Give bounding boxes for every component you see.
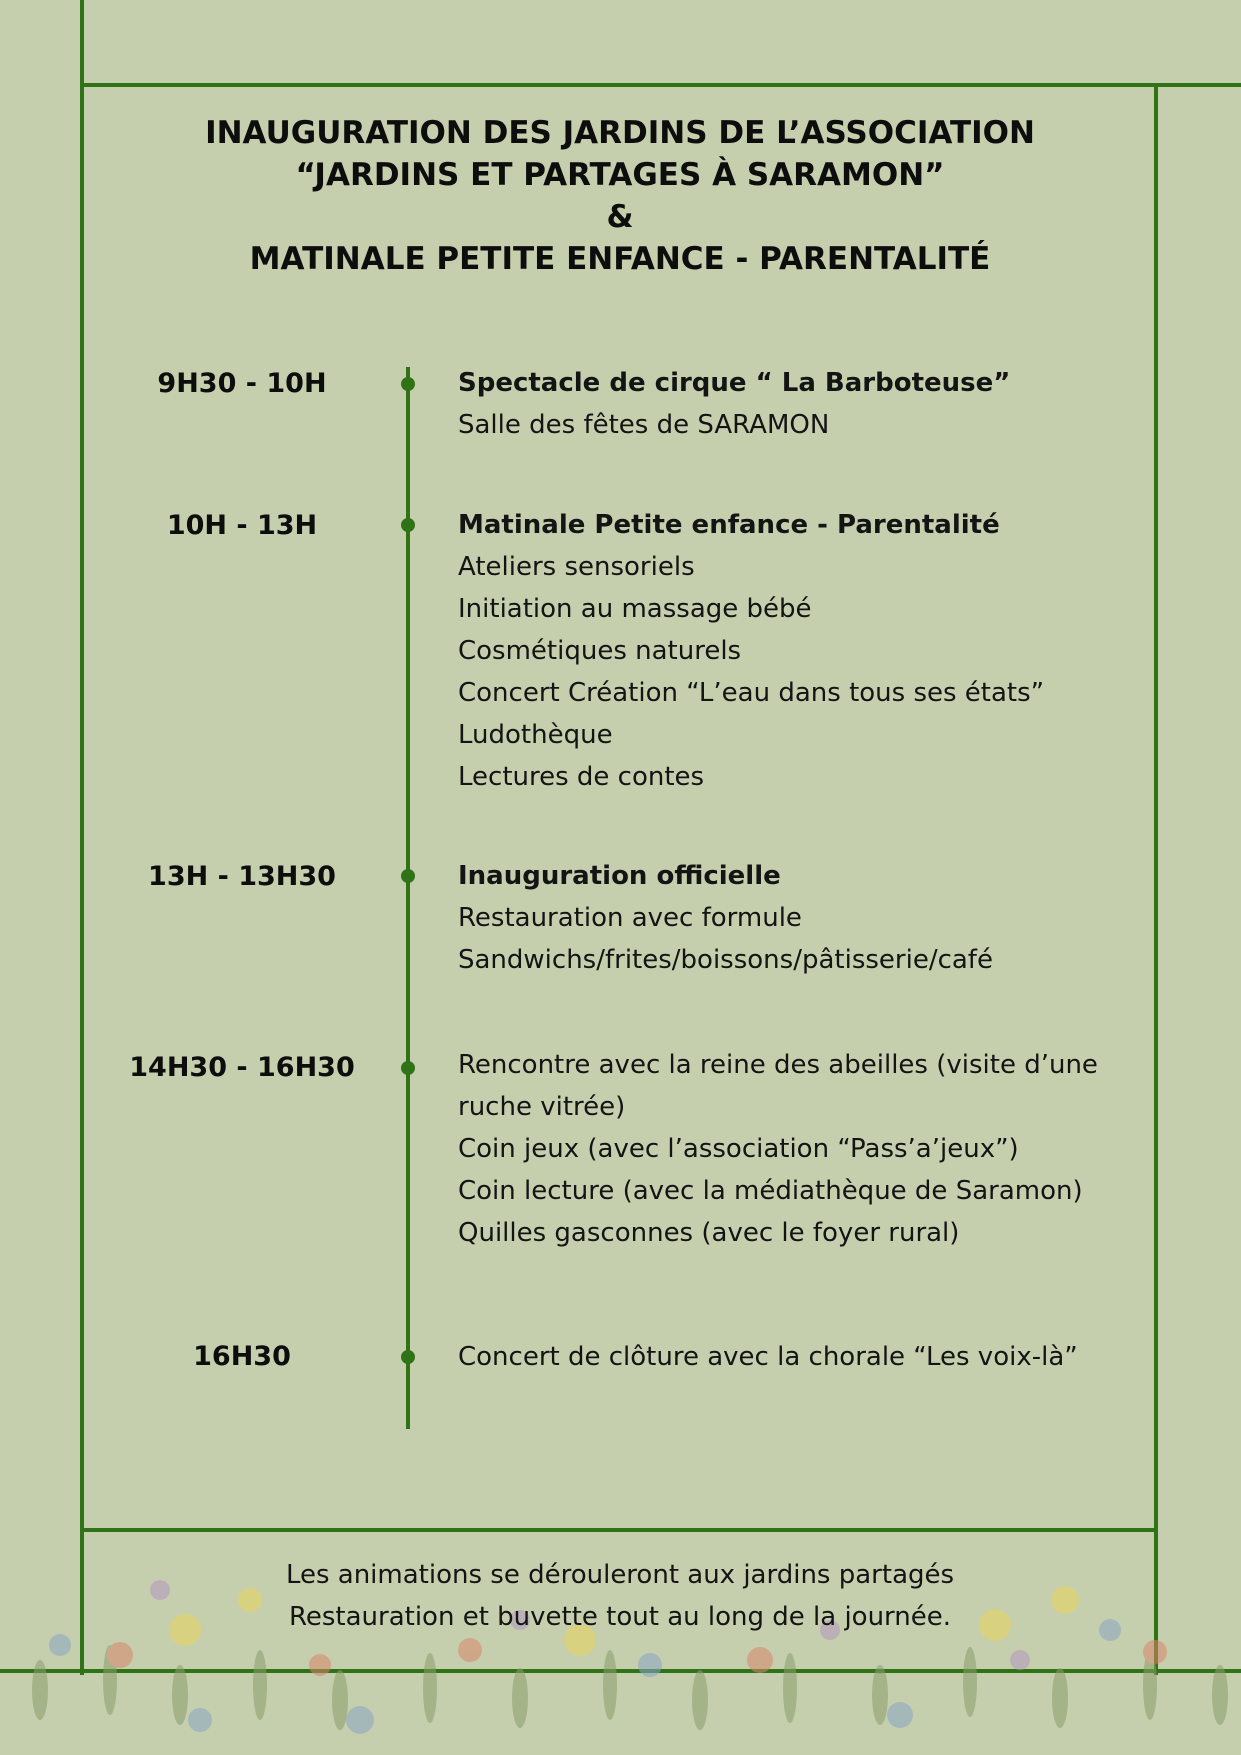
schedule-entry xyxy=(458,855,1158,981)
entry-line: Cosmétiques naturels xyxy=(458,636,742,666)
page-title xyxy=(84,112,1156,280)
title-line-4: MATINALE PETITE ENFANCE - PARENTALITÉ xyxy=(249,241,991,277)
timeline-dot xyxy=(401,869,415,883)
entry-heading: Inauguration officielle xyxy=(458,861,781,891)
entry-line: Salle des fêtes de SARAMON xyxy=(458,410,830,440)
entry-line: Coin jeux (avec l’association “Pass’a’jeux”) xyxy=(458,1134,1019,1164)
entry-line: ruche vitrée) xyxy=(458,1092,626,1122)
entry-line: Quilles gasconnes (avec le foyer rural) xyxy=(458,1218,960,1248)
entry-line: Restauration avec formule xyxy=(458,903,802,933)
entry-line: Concert Création “L’eau dans tous ses états” xyxy=(458,678,1045,708)
title-line-1: INAUGURATION DES JARDINS DE L’ASSOCIATION xyxy=(205,115,1035,151)
timeline-dot xyxy=(401,518,415,532)
slot-time: 9H30 - 10H xyxy=(157,368,327,399)
frame-top-line xyxy=(80,83,1241,87)
schedule-entry xyxy=(458,362,1158,446)
entry-line: Sandwichs/frites/boissons/pâtisserie/café xyxy=(458,945,993,975)
title-line-3: & xyxy=(606,199,634,235)
footer-line-2: Restauration et buvette tout au long de la journée. xyxy=(288,1602,952,1632)
timeline-dot xyxy=(401,1350,415,1364)
slot-time: 10H - 13H xyxy=(166,510,318,541)
slot-time: 14H30 - 16H30 xyxy=(129,1052,355,1083)
entry-heading: Matinale Petite enfance - Parentalité xyxy=(458,510,1000,540)
schedule-entry xyxy=(458,504,1158,798)
timeline-dot xyxy=(401,1061,415,1075)
schedule-entry xyxy=(458,1044,1158,1254)
entry-line: Rencontre avec la reine des abeilles (visite d’une xyxy=(458,1050,1098,1080)
footer-divider-line xyxy=(80,1528,1158,1532)
title-line-2: “JARDINS ET PARTAGES À SARAMON” xyxy=(295,157,945,193)
footer-note xyxy=(84,1554,1156,1638)
slot-time: 13H - 13H30 xyxy=(148,861,336,892)
footer-line-1: Les animations se dérouleront aux jardins partagés xyxy=(285,1560,955,1590)
entry-line: Ateliers sensoriels xyxy=(458,552,695,582)
schedule-entry xyxy=(458,1336,1158,1378)
entry-heading: Spectacle de cirque “ La Barboteuse” xyxy=(458,368,1011,398)
entry-line: Lectures de contes xyxy=(458,762,705,792)
entry-line: Concert de clôture avec la chorale “Les voix-là” xyxy=(458,1342,1078,1372)
entry-line: Initiation au massage bébé xyxy=(458,594,812,624)
slot-time: 16H30 xyxy=(193,1341,291,1372)
entry-line: Coin lecture (avec la médiathèque de Saramon) xyxy=(458,1176,1083,1206)
entry-line: Ludothèque xyxy=(458,720,613,750)
timeline-dot xyxy=(401,377,415,391)
